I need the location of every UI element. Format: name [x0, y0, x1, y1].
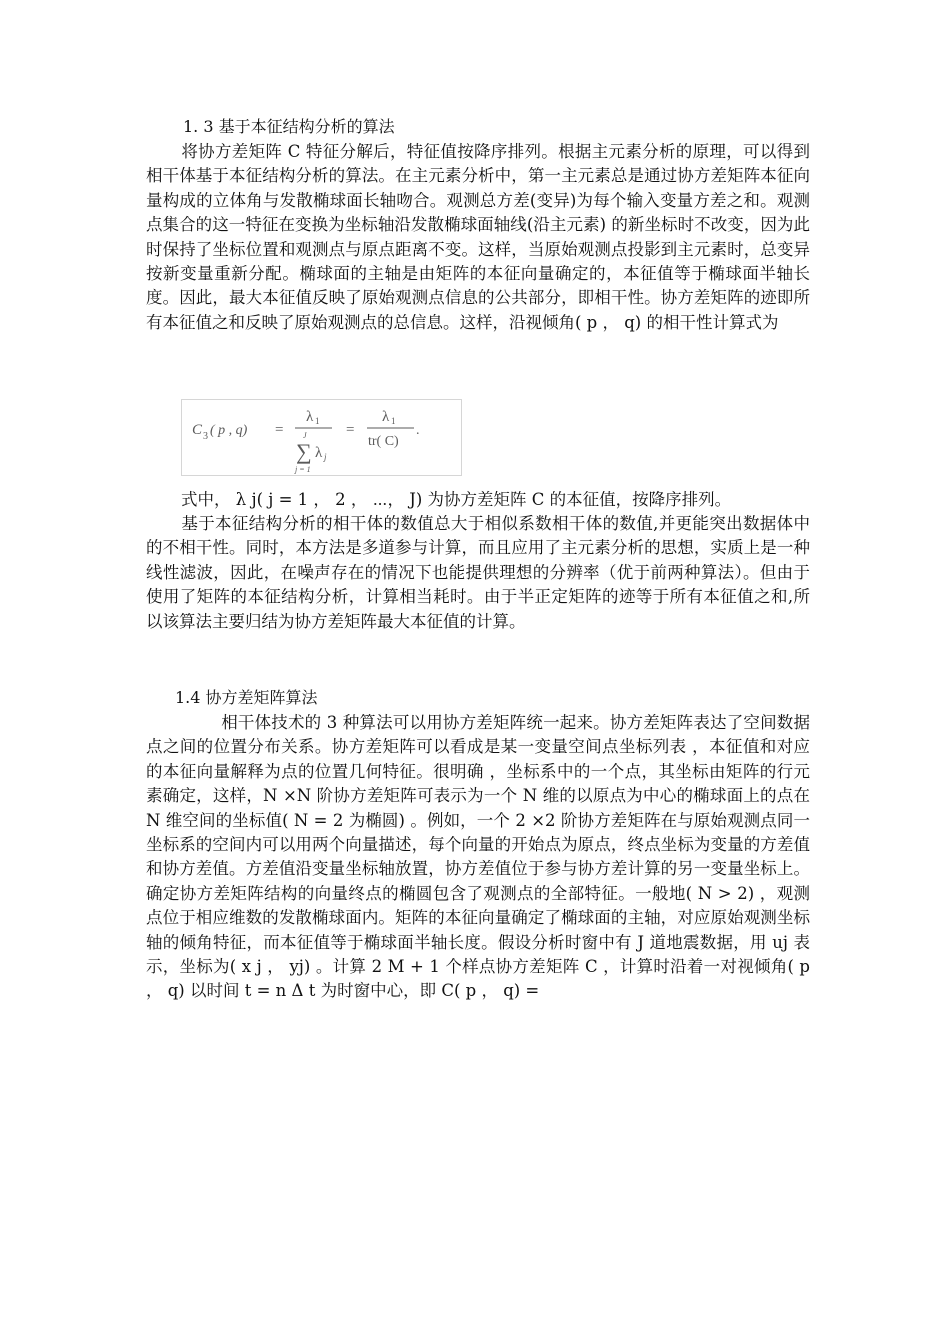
paragraph-text: 相干体技术的 3 种算法可以用协方差矩阵统一起来。协方差矩阵表达了空间数据点之间的位置分布关系。协方差矩阵可以看成是某一变量空间点坐标列表 ，本征值和对应的本征向量解释为点的位置几何特征。很明确 ，坐标系中的一个点，其坐标由矩阵的行元素确定，这样，N ×N 阶协方差矩阵可表示为一个 N 维的以原点为中心的椭球面上的点在 N 维空间的坐标值( N = 2 为椭圆) 。例如，一个 2 ×2 阶协方差矩阵在与原始观测点同一坐标系的空间内可以用两个向量描述，每个向量的开始点为原点，终点坐标为变量的方差值和协方差值。方差值沿变量坐标轴放置，协方差值位于参与协方差计算的另一变量坐标上。确定协方差矩阵结构的向量终点的椭圆包含了观测点的全部特征。一般地( N > 2) ，观测点位于相应维数的发散椭球面内。矩阵的本征向量确定了椭球面的主轴，对应原始观测坐标轴的倾角特征，而本征值等于椭球面半轴长度。假设分析时窗中有 J 道地震数据，用 uj 表示，坐标为( x j ， yj) 。计算 2 M + 1 个样点协方差矩阵 C ，计算时沿着一对视倾角( p ， q) 以时间 t = n Δ t 为时窗中心，即 C( p ， q) = [146, 713, 810, 1001]
formula-numerator-1: λ [306, 409, 314, 425]
formula-sum-term-sub: j [324, 452, 327, 462]
paragraph-eigenstructure-intro [146, 140, 810, 335]
formula-sum-top: J [303, 431, 307, 440]
paragraph-text: 式中， λ j( j = 1 ， 2 ， ⋯， J) 为协方差矩阵 C 的本征值，按降序排列。 [181, 490, 732, 509]
formula-numerator-2-sub: 1 [391, 416, 396, 426]
formula-sum-bottom: j = 1 [295, 465, 311, 474]
formula-sum-term: λ [315, 445, 323, 461]
coherence-formula [181, 399, 462, 476]
formula-lhs-subscript: 3 [203, 431, 208, 442]
formula-numerator-2: λ [382, 409, 390, 425]
formula-graphic [182, 400, 463, 477]
formula-equals-2: = [346, 422, 355, 438]
paragraph-covariance-matrix [146, 711, 810, 1004]
paragraph-text: 基于本征结构分析的相干体的数值总大于相似系数相干体的数值,并更能突出数据体中的不相干性。同时，本方法是多道参与计算，而且应用了主元素分析的思想，实质上是一种线性滤波，因此，在噪声存在的情况下也能提供理想的分辨率（优于前两种算法）。但由于使用了矩阵的本征结构分析，计算相当耗时。由于半正定矩阵的迹等于所有本征值之和,所以该算法主要归结为协方差矩阵最大本征值的计算。 [146, 514, 810, 631]
formula-numerator-1-sub: 1 [315, 416, 320, 426]
formula-sum-symbol: ∑ [296, 439, 312, 464]
formula-denominator-2: tr( C) [368, 434, 399, 449]
paragraph-eigenstructure-properties [146, 512, 810, 634]
formula-lhs-args: ( p , q) [210, 423, 248, 438]
section-heading-1-4: 1.4 协方差矩阵算法 [175, 688, 318, 707]
formula-equals-1: = [275, 422, 284, 438]
formula-period: . [416, 423, 420, 438]
paragraph-text: 将协方差矩阵 C 特征分解后，特征值按降序排列。根据主元素分析的原理，可以得到相干体基于本征结构分析的算法。在主元素分析中，第一主元素总是通过协方差矩阵本征向量构成的立体角与发散椭球面长轴吻合。观测总方差(变异)为每个输入变量方差之和。观测点集合的这一特征在变换为坐标轴沿发散椭球面轴线(沿主元素) 的新坐标时不改变，因为此时保持了坐标位置和观测点与原点距离不变。这样，当原始观测点投影到主元素时，总变异按新变量重新分配。椭球面的主轴是由矩阵的本征向量确定的，本征值等于椭球面半轴长度。因此，最大本征值反映了原始观测点信息的公共部分，即相干性。协方差矩阵的迹即所有本征值之和反映了原始观测点的总信息。这样，沿视倾角( p ， q) 的相干性计算式为 [146, 142, 810, 332]
formula-lhs: C [192, 422, 203, 438]
paragraph-formula-explanation [146, 488, 810, 512]
section-heading-1-3: 1. 3 基于本征结构分析的算法 [183, 117, 395, 136]
